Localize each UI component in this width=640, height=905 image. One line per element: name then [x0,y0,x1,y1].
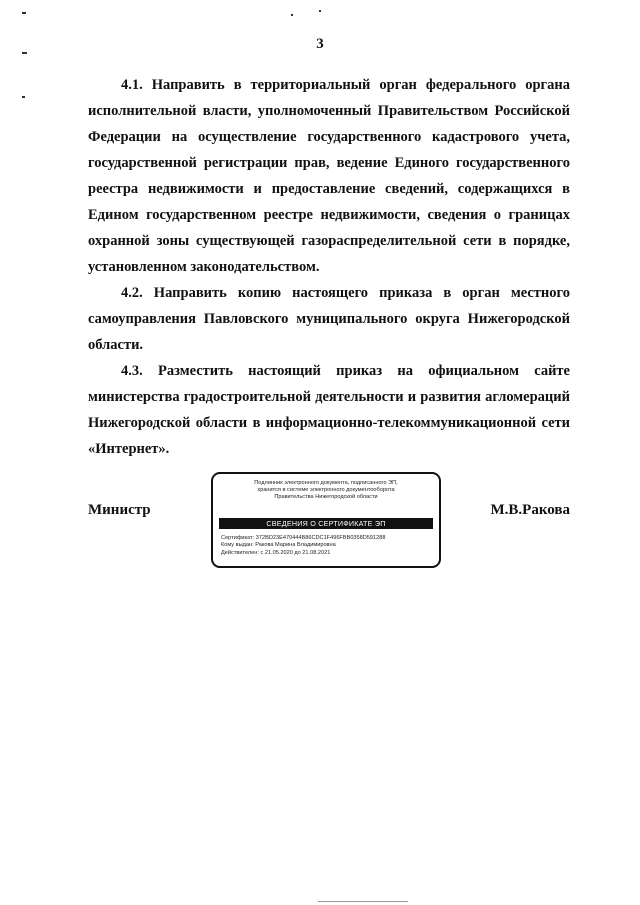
paragraph-4-3: 4.3. Разместить настоящий приказ на официальном сайте министерства градостроительной деятельности и развития агломераций Нижегородской области в информационно-телекоммуникационной сети «Интернет». [88,363,570,457]
certificate-owner: Кому выдан: Ракова Марина Владимировна [221,542,336,549]
scan-edge-line [318,901,408,902]
stamp-notice-line: Подлинник электронного документа, подписанного ЭП, [254,480,398,486]
paragraph-4-2: 4.2. Направить копию настоящего приказа в орган местного самоуправления Павловского муниципального округа Нижегородской области. [88,285,570,353]
stamp-details [221,535,433,557]
paragraph-4-1: 4.1. Направить в территориальный орган федерального органа исполнительной власти, уполномоченный Правительством Российской Федерации на осуществление государственного кадастрового учета, государственной регистрации прав, ведение Единого государственного реестра недвижимости и предоставление сведений, содержащихся в Едином государственном реестре недвижимости, сведения о границах охранной зоны существующей газораспределительной сети в порядке, установленном законодательством. [88,77,570,275]
stamp-notice [219,480,433,502]
stamp-header: СВЕДЕНИЯ О СЕРТИФИКАТЕ ЭП [219,518,433,529]
scan-speck [22,96,25,98]
order-body [88,72,570,462]
signatory-name: М.В.Ракова [490,502,570,518]
certificate-validity: Действителен: с 21.05.2020 до 21.08.2021 [221,549,331,556]
page-number: 3 [316,36,324,52]
electronic-signature-stamp [211,472,441,568]
stamp-notice-line: Правительства Нижегородской области [274,494,378,501]
certificate-number: Сертификат: 372BD23E470444B86CDC1F496FBB0358D591288 [221,535,386,541]
signature-block [88,468,570,572]
stamp-notice-line: хранится в системе электронного документооборота [257,487,395,494]
signatory-title: Министр [88,502,151,518]
scan-speck [319,10,321,12]
scan-speck [291,14,293,16]
scan-speck [22,12,26,14]
